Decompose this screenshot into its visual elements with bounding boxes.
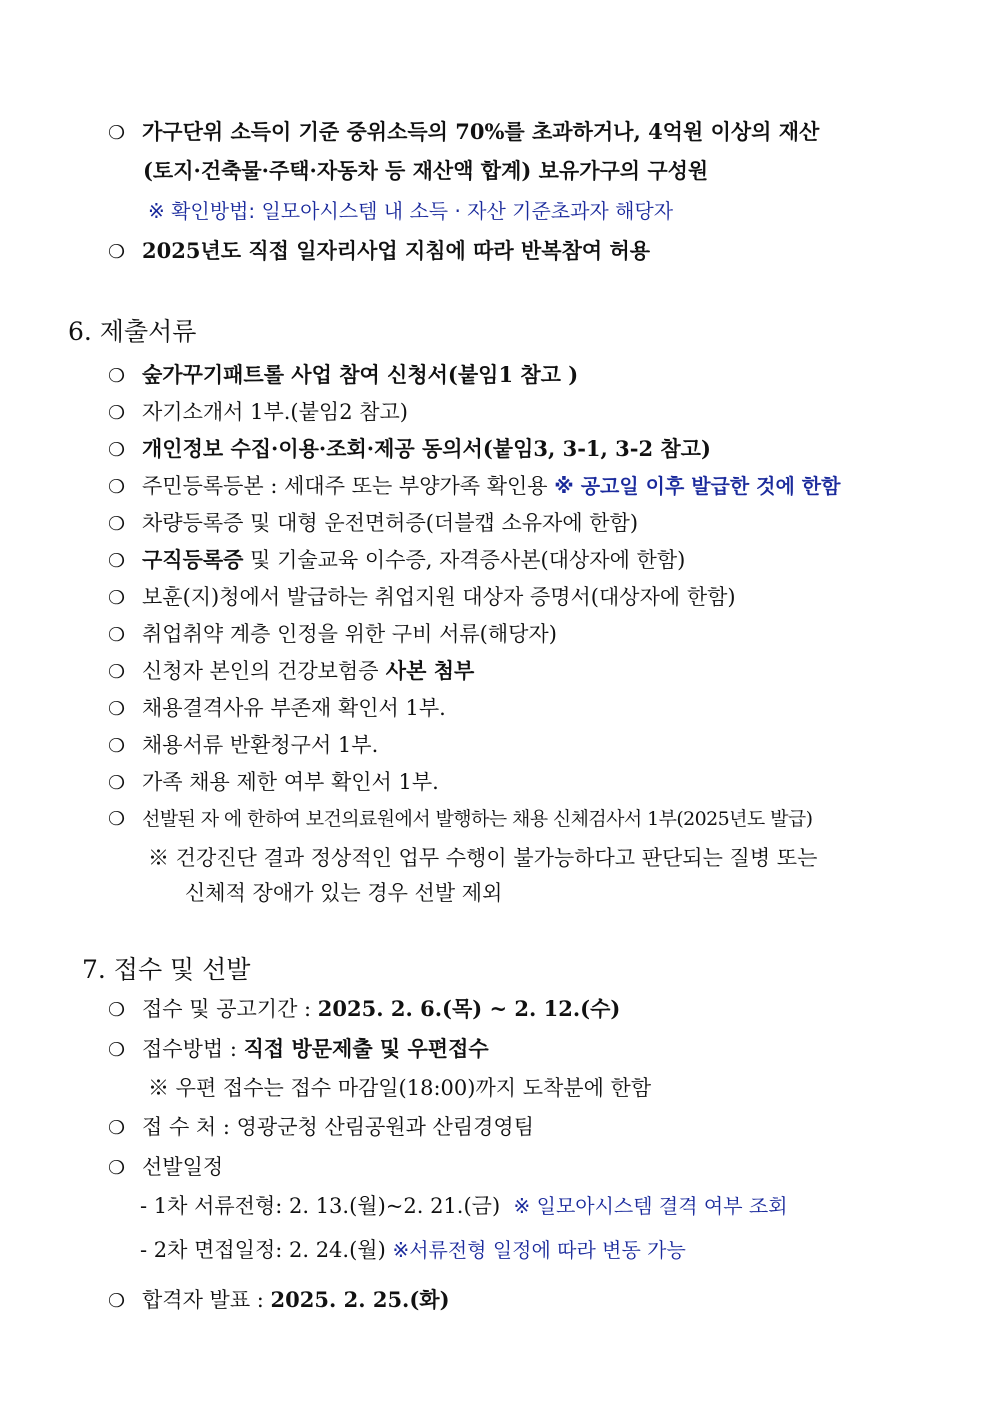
circle-bullet-icon: ❍: [108, 808, 125, 830]
document-item-4: [108, 471, 840, 502]
eligibility-item-1-line-2: (토지·건축물·주택·자동차 등 재산액 합계) 보유가구의 구성원: [143, 158, 709, 183]
postal-note: ※ 우편 접수는 접수 마감일(18:00)까지 도착분에 한함: [148, 1076, 652, 1100]
document-item-text: 숲가꾸기패트롤 사업 참여 신청서(붙임1 참고 ): [142, 362, 579, 387]
round-1-text: - 1차 서류전형: 2. 13.(월)~2. 21.(금): [140, 1194, 501, 1218]
reception-place-text: 접 수 처 : 영광군청 산림공원과 산림경영팀: [142, 1115, 534, 1139]
document-item-text: 차량등록증 및 대형 운전면허증(더블캡 소유자에 한함): [142, 511, 639, 535]
document-item-text: 개인정보 수집·이용·조회·제공 동의서(붙임3, 3-1, 3-2 참고): [142, 436, 711, 461]
circle-bullet-icon: ❍: [108, 772, 126, 794]
document-item-12: [108, 767, 439, 798]
round-2-note: ※서류전형 일정에 따라 변동 가능: [392, 1238, 686, 1262]
document-item-2: [108, 397, 408, 428]
documents-heading: 6. 제출서류: [68, 317, 197, 346]
circle-bullet-icon: ❍: [108, 1117, 126, 1139]
reception-heading: 7. 접수 및 선발: [82, 955, 251, 984]
document-item-10: [108, 693, 446, 724]
circle-bullet-icon: ❍: [108, 587, 126, 609]
announcement-value: 2025. 2. 25.(화): [270, 1287, 450, 1312]
circle-bullet-icon: ❍: [108, 698, 126, 720]
circle-bullet-icon: ❍: [108, 1039, 126, 1061]
document-item-rest: 및 기술교육 이수증, 자격증사본(대상자에 한함): [243, 548, 686, 572]
circle-bullet-icon: ❍: [108, 999, 126, 1021]
announcement-label: 합격자 발표 :: [142, 1288, 271, 1312]
round-1-schedule: [140, 1191, 788, 1221]
circle-bullet-icon: ❍: [108, 402, 126, 424]
document-item-11: [108, 730, 378, 761]
reception-method-label: 접수방법 :: [142, 1037, 244, 1061]
health-note-line-2: 신체적 장애가 있는 경우 선발 제외: [185, 881, 503, 905]
circle-bullet-icon: ❍: [108, 735, 126, 757]
eligibility-check-note: ※ 확인방법: 일모아시스템 내 소득 · 자산 기준초과자 해당자: [148, 199, 674, 223]
document-item-text: 채용서류 반환청구서 1부.: [142, 733, 379, 757]
circle-bullet-icon: ❍: [108, 241, 126, 263]
circle-bullet-icon: ❍: [108, 624, 126, 646]
round-1-note: ※ 일모아시스템 결격 여부 조회: [513, 1194, 788, 1218]
document-item-9: [108, 656, 474, 687]
eligibility-item-1: [108, 117, 819, 148]
issue-date-note: ※ 공고일 이후 발급한 것에 한함: [554, 474, 841, 498]
eligibility-item-1-line-1: 가구단위 소득이 기준 중위소득의 70%를 초과하거나, 4억원 이상의 재산: [142, 119, 820, 144]
reception-period-label: 접수 및 공고기간 :: [142, 997, 318, 1021]
document-item-1: [108, 360, 578, 391]
document-item-text: 가족 채용 제한 여부 확인서 1부.: [142, 770, 439, 794]
eligibility-item-2: [108, 236, 650, 267]
circle-bullet-icon: ❍: [108, 1157, 126, 1179]
document-item-text: 보훈(지)청에서 발급하는 취업지원 대상자 증명서(대상자에 한함): [142, 585, 736, 609]
document-item-5: [108, 508, 638, 539]
document-item-7: [108, 582, 736, 613]
document-item-3: [108, 434, 711, 465]
selection-schedule: [108, 1152, 223, 1183]
document-item-text: 주민등록등본 : 세대주 또는 부양가족 확인용: [142, 474, 548, 498]
circle-bullet-icon: ❍: [108, 513, 126, 535]
document-item-6: [108, 545, 685, 576]
document-item-text: 구직등록증: [142, 547, 244, 572]
reception-method-value: 직접 방문제출 및 우편접수: [243, 1036, 489, 1061]
selection-schedule-label: 선발일정: [142, 1155, 224, 1179]
circle-bullet-icon: ❍: [108, 661, 126, 683]
document-item-text: 선발된 자 에 한하여 보건의료원에서 발행하는 채용 신체검사서 1부(2025년도 발급): [142, 808, 813, 830]
circle-bullet-icon: ❍: [108, 476, 126, 498]
reception-period-value: 2025. 2. 6.(목) ~ 2. 12.(수): [317, 996, 621, 1021]
document-item-rest: 사본 첨부: [378, 658, 475, 683]
document-item-13: [108, 804, 812, 834]
reception-period: [108, 994, 620, 1025]
eligibility-item-2-text: 2025년도 직접 일자리사업 지침에 따라 반복참여 허용: [142, 238, 651, 263]
health-note-line-1: ※ 건강진단 결과 정상적인 업무 수행이 불가능하다고 판단되는 질병 또는: [148, 846, 818, 870]
circle-bullet-icon: ❍: [108, 550, 126, 572]
circle-bullet-icon: ❍: [108, 1290, 126, 1312]
document-item-text: 자기소개서 1부.(붙임2 참고): [142, 400, 408, 424]
circle-bullet-icon: ❍: [108, 365, 126, 387]
reception-place: [108, 1112, 534, 1143]
circle-bullet-icon: ❍: [108, 439, 126, 461]
document-item-text: 신청자 본인의 건강보험증: [142, 659, 379, 683]
round-2-text: - 2차 면접일정: 2. 24.(월): [140, 1238, 386, 1262]
document-item-text: 채용결격사유 부존재 확인서 1부.: [142, 696, 446, 720]
circle-bullet-icon: ❍: [108, 122, 126, 144]
round-2-schedule: [140, 1235, 686, 1265]
document-item-text: 취업취약 계층 인정을 위한 구비 서류(해당자): [142, 622, 557, 646]
reception-method: [108, 1034, 489, 1065]
document-item-8: [108, 619, 557, 650]
announcement: [108, 1285, 450, 1316]
